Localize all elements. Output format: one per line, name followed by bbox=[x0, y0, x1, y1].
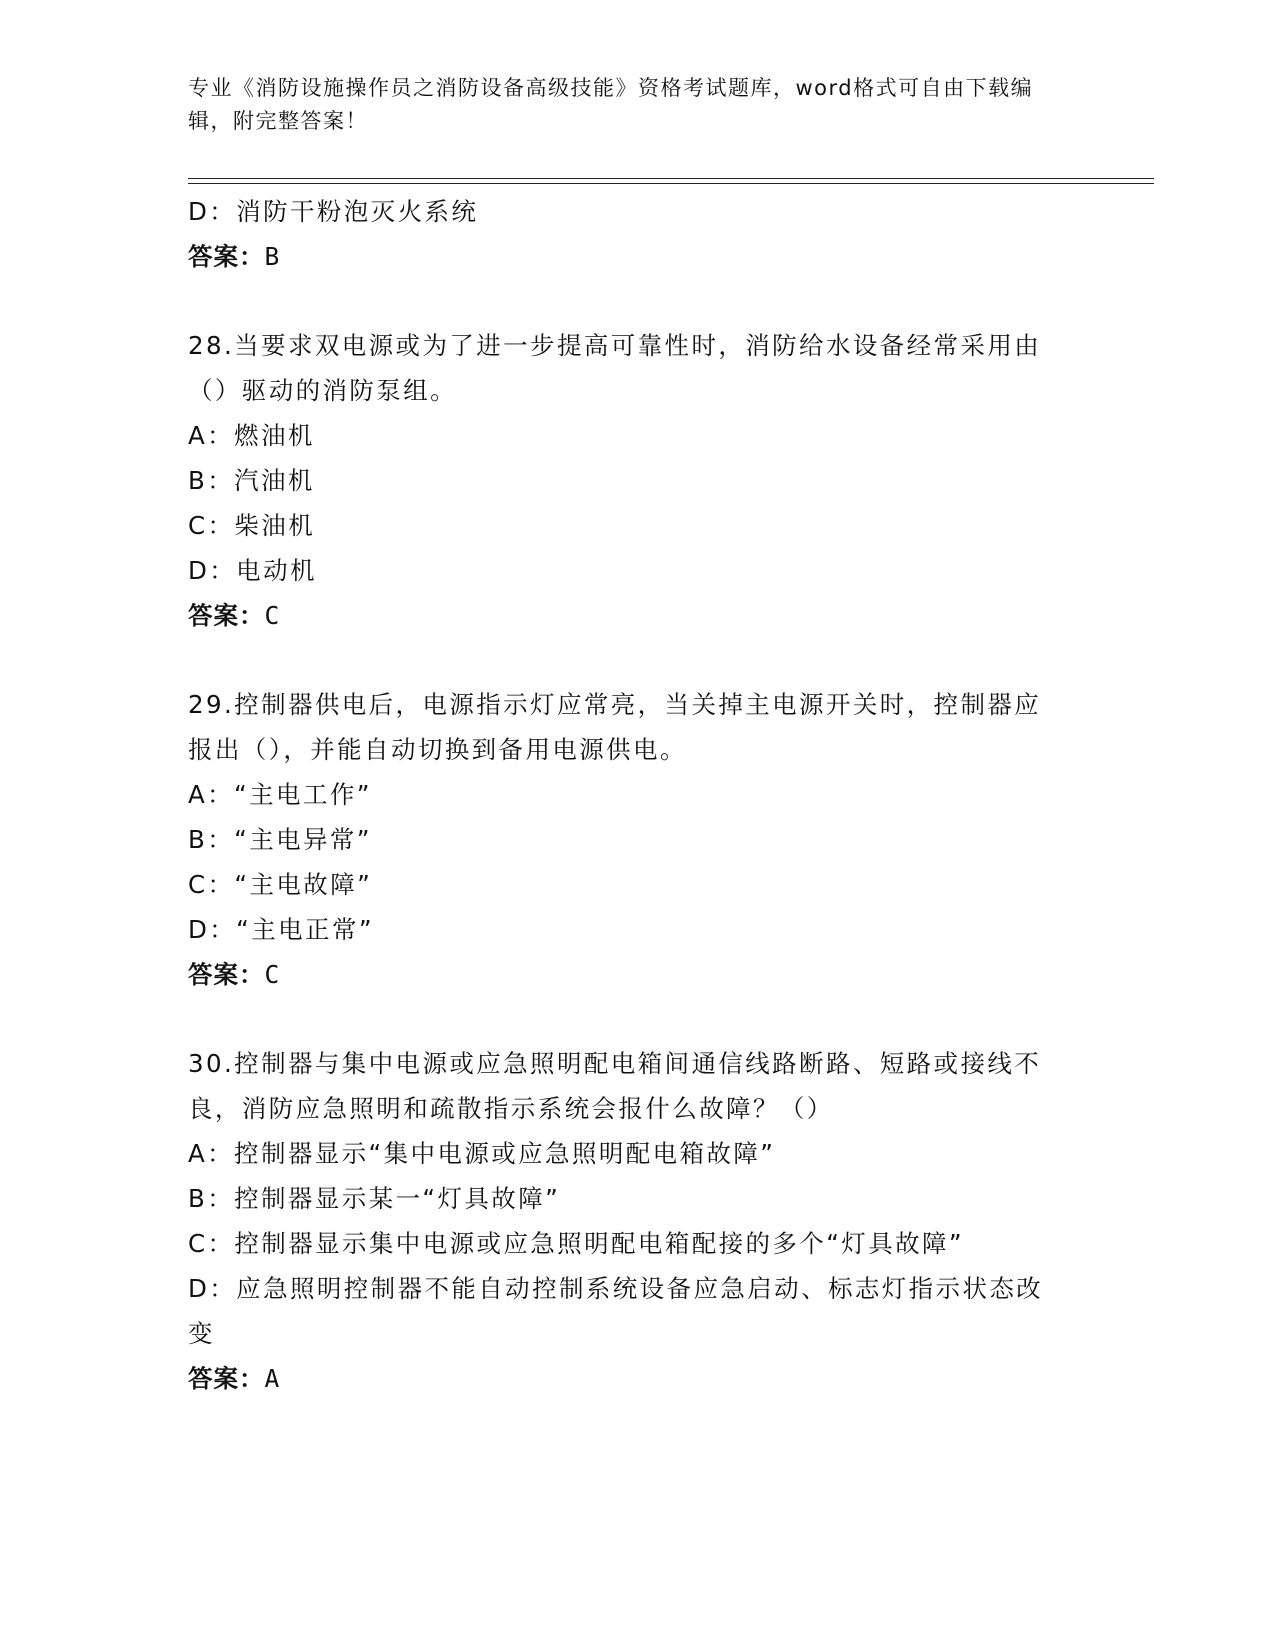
question-stem: 30.控制器与集中电源或应急照明配电箱间通信线路断路、短路或接线不良，消防应急照明和疏散指示系统会报什么故障？（） bbox=[188, 1049, 1042, 1123]
answer-label: 答案： bbox=[188, 1364, 265, 1393]
answer-label: 答案： bbox=[188, 242, 265, 271]
answer-value: C bbox=[264, 601, 280, 630]
option-a: A：“主电工作” bbox=[188, 780, 372, 809]
option-c: C：“主电故障” bbox=[188, 870, 373, 899]
option-d: D：电动机 bbox=[188, 556, 317, 585]
answer-line bbox=[188, 593, 1068, 638]
answer-line bbox=[188, 1356, 1068, 1401]
question-29 bbox=[188, 682, 1068, 997]
option-b: B：控制器显示某一“灯具故障” bbox=[188, 1184, 561, 1213]
question-fragment bbox=[188, 189, 1068, 279]
answer-value: A bbox=[264, 1364, 280, 1393]
option-d: D：应急照明控制器不能自动控制系统设备应急启动、标志灯指示状态改变 bbox=[188, 1274, 1044, 1348]
answer-label: 答案： bbox=[188, 960, 265, 989]
option-c: C：柴油机 bbox=[188, 511, 316, 540]
answer-line bbox=[188, 234, 1068, 279]
option-a: A：燃油机 bbox=[188, 421, 315, 450]
answer-line bbox=[188, 952, 1068, 997]
question-list bbox=[188, 189, 1068, 1401]
answer-label: 答案： bbox=[188, 601, 265, 630]
header-divider-bottom bbox=[188, 183, 1154, 184]
answer-value: B bbox=[264, 242, 280, 271]
header-divider-top bbox=[188, 178, 1154, 179]
question-stem: 28.当要求双电源或为了进一步提高可靠性时，消防给水设备经常采用由（）驱动的消防泵组。 bbox=[188, 331, 1042, 405]
option-d: D：消防干粉泡灭火系统 bbox=[188, 197, 479, 226]
answer-value: C bbox=[264, 960, 280, 989]
option-c: C：控制器显示集中电源或应急照明配电箱配接的多个“灯具故障” bbox=[188, 1229, 964, 1258]
option-a: A：控制器显示“集中电源或应急照明配电箱故障” bbox=[188, 1139, 776, 1168]
option-d: D：“主电正常” bbox=[188, 915, 374, 944]
option-b: B：“主电异常” bbox=[188, 825, 372, 854]
question-28 bbox=[188, 323, 1068, 638]
question-stem: 29.控制器供电后，电源指示灯应常亮，当关掉主电源开关时，控制器应报出（），并能自动切换到备用电源供电。 bbox=[188, 690, 1042, 764]
option-b: B：汽油机 bbox=[188, 466, 315, 495]
question-30 bbox=[188, 1041, 1068, 1401]
document-header: 专业《消防设施操作员之消防设备高级技能》资格考试题库，word格式可自由下载编辑，附完整答案！ bbox=[188, 76, 1034, 133]
